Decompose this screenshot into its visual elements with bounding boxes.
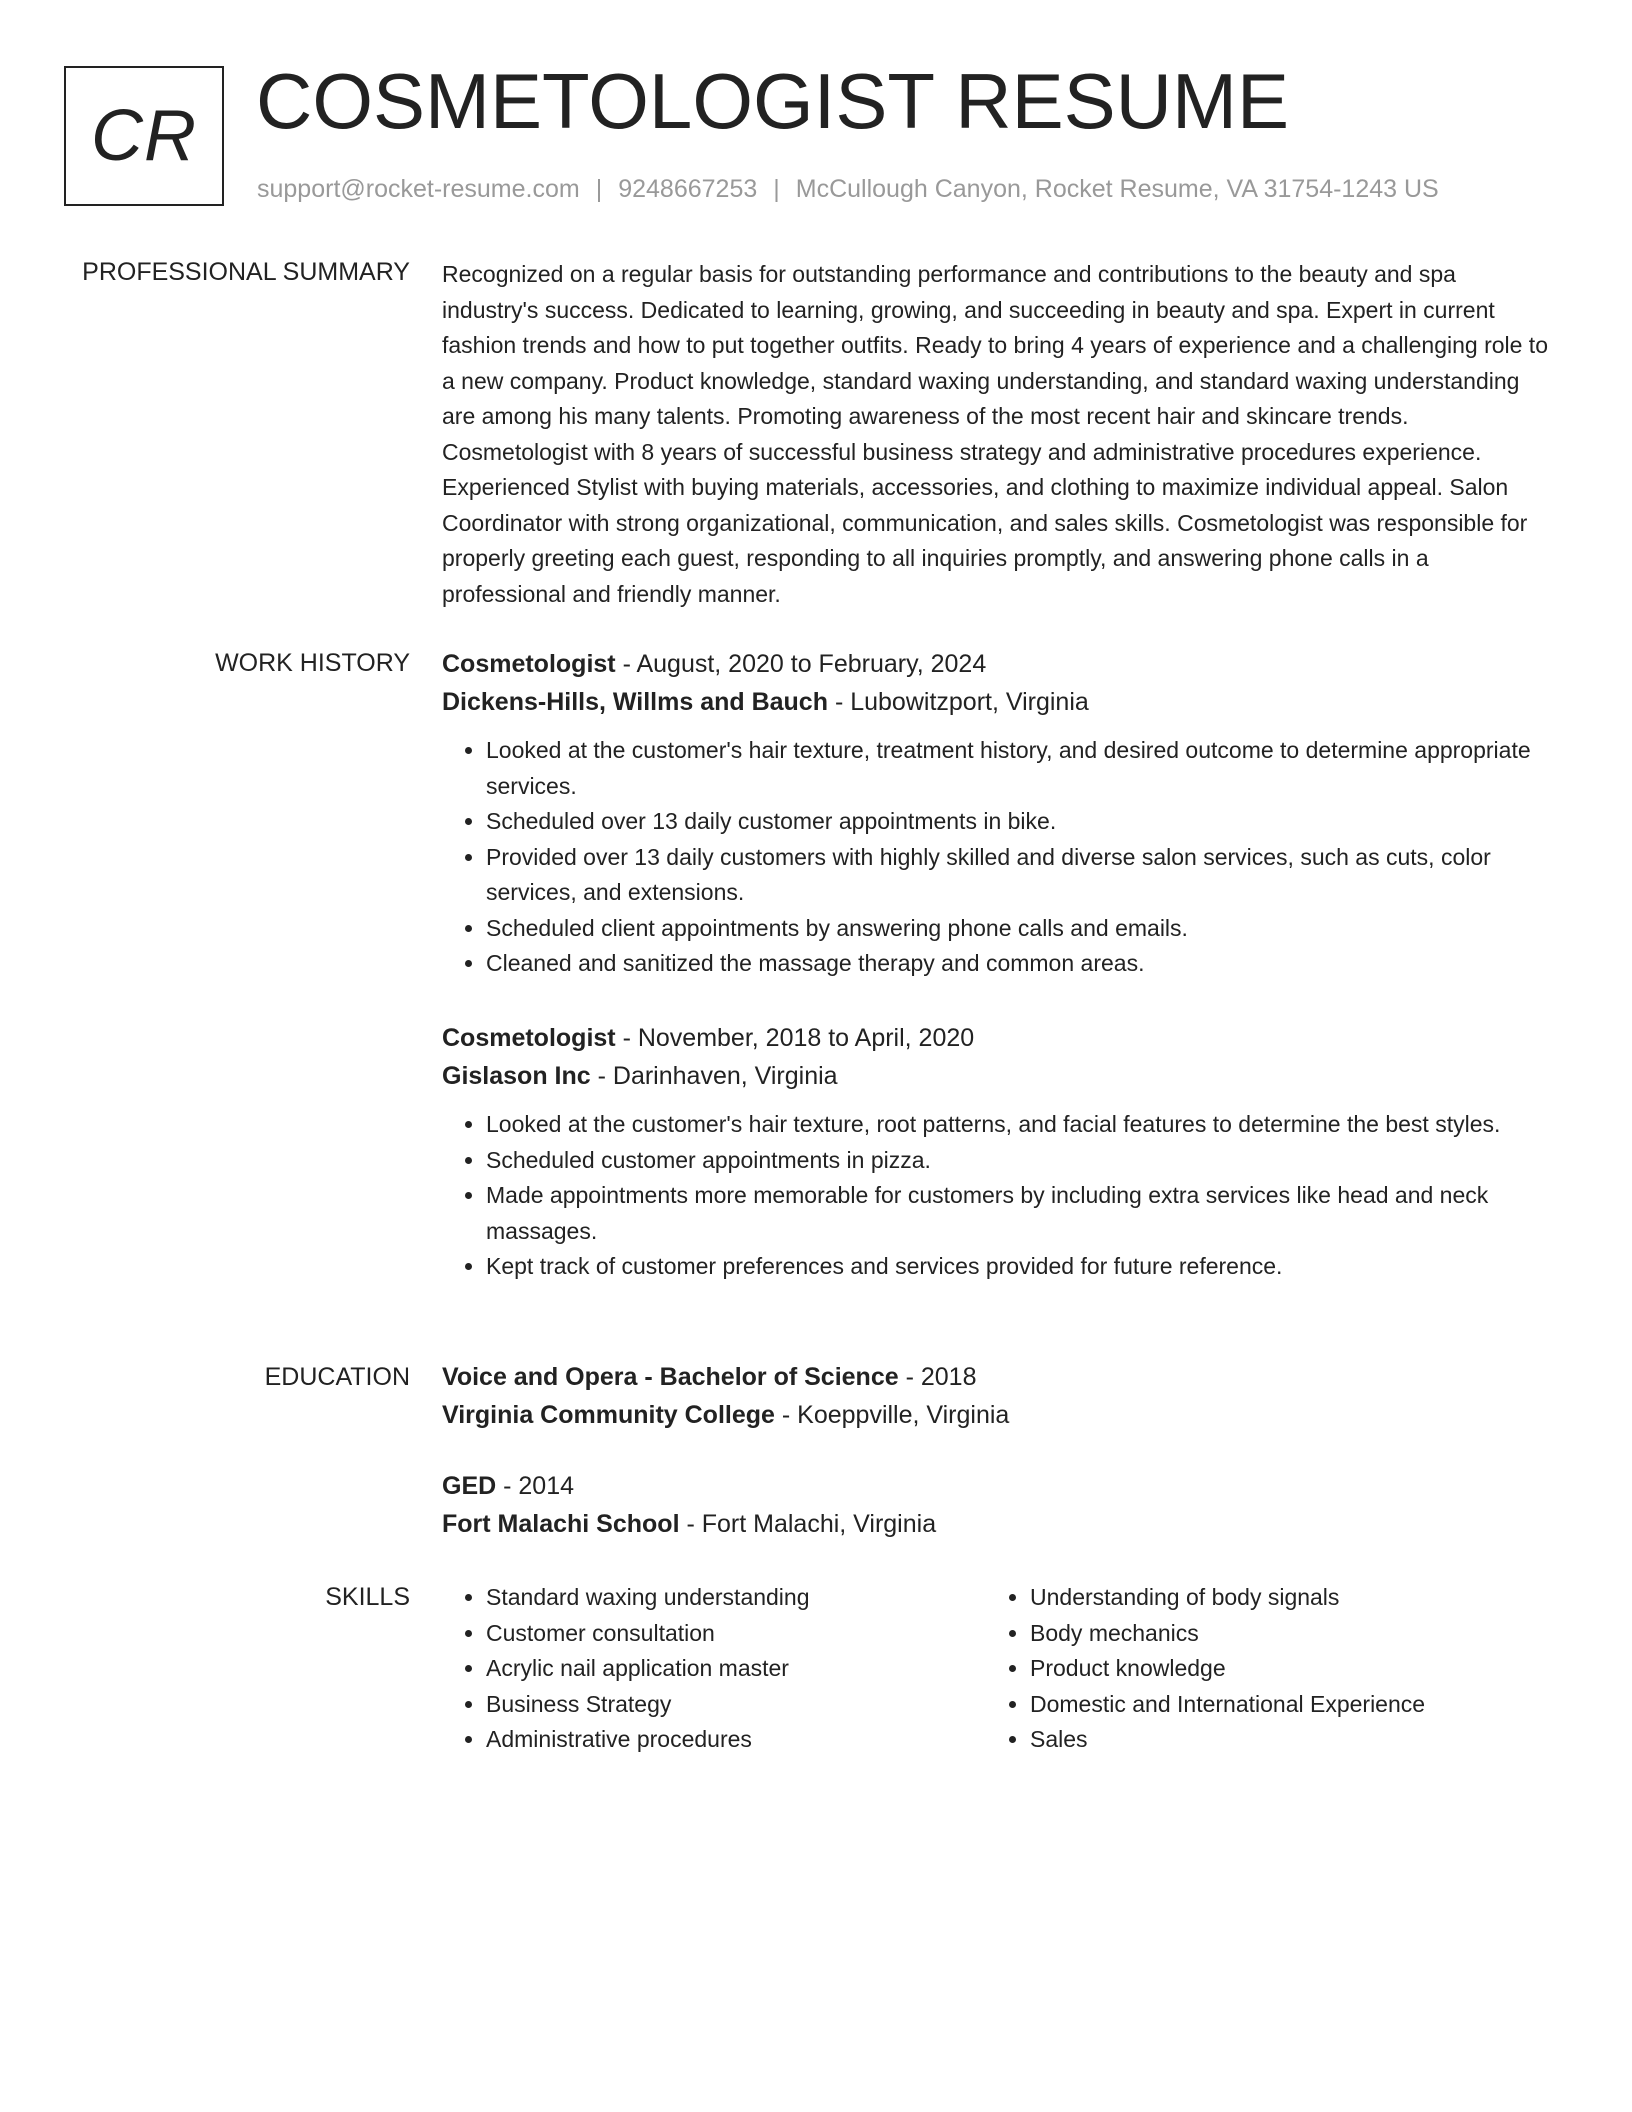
page-title: COSMETOLOGIST RESUME <box>256 57 1289 145</box>
job-title-line <box>442 1019 1552 1057</box>
job-dates: - November, 2018 to April, 2020 <box>615 1024 975 1052</box>
skills-list <box>442 1580 810 1758</box>
education-degree-line <box>442 1467 1552 1505</box>
job-title-line <box>442 645 1552 683</box>
job-entry <box>442 645 1552 982</box>
section-label-summary: PROFESSIONAL SUMMARY <box>82 258 410 286</box>
job-dates: - August, 2020 to February, 2024 <box>615 650 987 678</box>
monogram-box <box>64 66 224 206</box>
monogram-initials: CR <box>91 96 197 176</box>
summary-section <box>442 257 1552 612</box>
skill-item: • Business Strategy <box>486 1687 810 1723</box>
skill-item: • Customer consultation <box>486 1616 810 1652</box>
job-location: - Darinhaven, Virginia <box>590 1062 838 1090</box>
summary-text: Recognized on a regular basis for outstanding performance and contributions to the beauty and spa industry's success. Dedicated to learning, growing, and succeeding in beauty and spa. Expert in current fashion trends and how to put together outfits. Ready to bring 4 years of experience and a challenging role to a new company. Product knowledge, standard waxing understanding, and standard waxing understanding are among his many talents. Promoting awareness of the most recent hair and skincare trends. Cosmetologist with 8 years of successful business strategy and administrative procedures experience. Experienced Stylist with buying materials, accessories, and clothing to maximize individual appeal. Salon Coordinator with strong organizational, communication, and sales skills. Cosmetologist was responsible for properly greeting each guest, responding to all inquiries promptly, and answering phone calls in a professional and friendly manner. <box>442 261 1548 607</box>
job-bullet-list <box>442 1107 1552 1285</box>
education-entry <box>442 1467 1552 1543</box>
education-school-line <box>442 1505 1552 1543</box>
contact-separator: | <box>773 175 780 203</box>
skill-item: • Body mechanics <box>1030 1616 1425 1652</box>
job-company: Dickens-Hills, Willms and Bauch <box>442 688 828 716</box>
education-entry <box>442 1358 1552 1434</box>
job-bullet: • Kept track of customer preferences and services provided for future reference. <box>486 1249 1552 1285</box>
skill-item: • Acrylic nail application master <box>486 1651 810 1687</box>
education-degree: Voice and Opera - Bachelor of Science <box>442 1363 899 1391</box>
contact-address: McCullough Canyon, Rocket Resume, VA 31754-1243 US <box>795 175 1439 203</box>
contact-phone: 9248667253 <box>618 175 758 203</box>
education-location: - Koeppville, Virginia <box>774 1401 1010 1429</box>
contact-email: support@rocket-resume.com <box>257 175 580 203</box>
job-company-line <box>442 1057 1552 1095</box>
skill-item: • Standard waxing understanding <box>486 1580 810 1616</box>
job-bullet: • Looked at the customer's hair texture, root patterns, and facial features to determine the best styles. <box>486 1107 1552 1143</box>
job-bullet: • Scheduled customer appointments in pizza. <box>486 1143 1552 1179</box>
contact-separator: | <box>595 175 603 203</box>
skills-list <box>986 1580 1425 1758</box>
job-bullet: • Looked at the customer's hair texture, treatment history, and desired outcome to determine appropriate services. <box>486 733 1552 804</box>
section-label-education: EDUCATION <box>264 1363 410 1391</box>
job-company-line <box>442 683 1552 721</box>
job-entry <box>442 1019 1552 1285</box>
job-location: - Lubowitzport, Virginia <box>828 688 1089 716</box>
education-degree-line <box>442 1358 1552 1396</box>
contact-line <box>257 172 1439 206</box>
education-school: Virginia Community College <box>442 1401 775 1429</box>
job-bullet: • Cleaned and sanitized the massage therapy and common areas. <box>486 946 1552 982</box>
job-title: Cosmetologist <box>442 1024 616 1052</box>
job-bullet-list <box>442 733 1552 982</box>
education-location: - Fort Malachi, Virginia <box>679 1510 937 1538</box>
job-bullet: • Scheduled client appointments by answering phone calls and emails. <box>486 911 1552 947</box>
job-bullet: • Scheduled over 13 daily customer appointments in bike. <box>486 804 1552 840</box>
education-year: - 2018 <box>898 1363 977 1391</box>
job-bullet: • Made appointments more memorable for customers by including extra services like head and neck massages. <box>486 1178 1552 1249</box>
section-label-skills: SKILLS <box>325 1583 410 1611</box>
education-school-line <box>442 1396 1552 1434</box>
skills-column-left <box>442 1580 810 1758</box>
section-label-work-history: WORK HISTORY <box>215 649 410 677</box>
job-bullet: • Provided over 13 daily customers with highly skilled and diverse salon services, such as cuts, color services, and extensions. <box>486 840 1552 911</box>
job-title: Cosmetologist <box>442 650 616 678</box>
skill-item: • Administrative procedures <box>486 1722 810 1758</box>
education-year: - 2014 <box>496 1472 575 1500</box>
skill-item: • Understanding of body signals <box>1030 1580 1425 1616</box>
skill-item: • Domestic and International Experience <box>1030 1687 1425 1723</box>
skills-column-right <box>986 1580 1425 1758</box>
skill-item: • Sales <box>1030 1722 1425 1758</box>
skill-item: • Product knowledge <box>1030 1651 1425 1687</box>
education-degree: GED <box>442 1472 497 1500</box>
education-school: Fort Malachi School <box>442 1510 680 1538</box>
job-company: Gislason Inc <box>442 1062 591 1090</box>
